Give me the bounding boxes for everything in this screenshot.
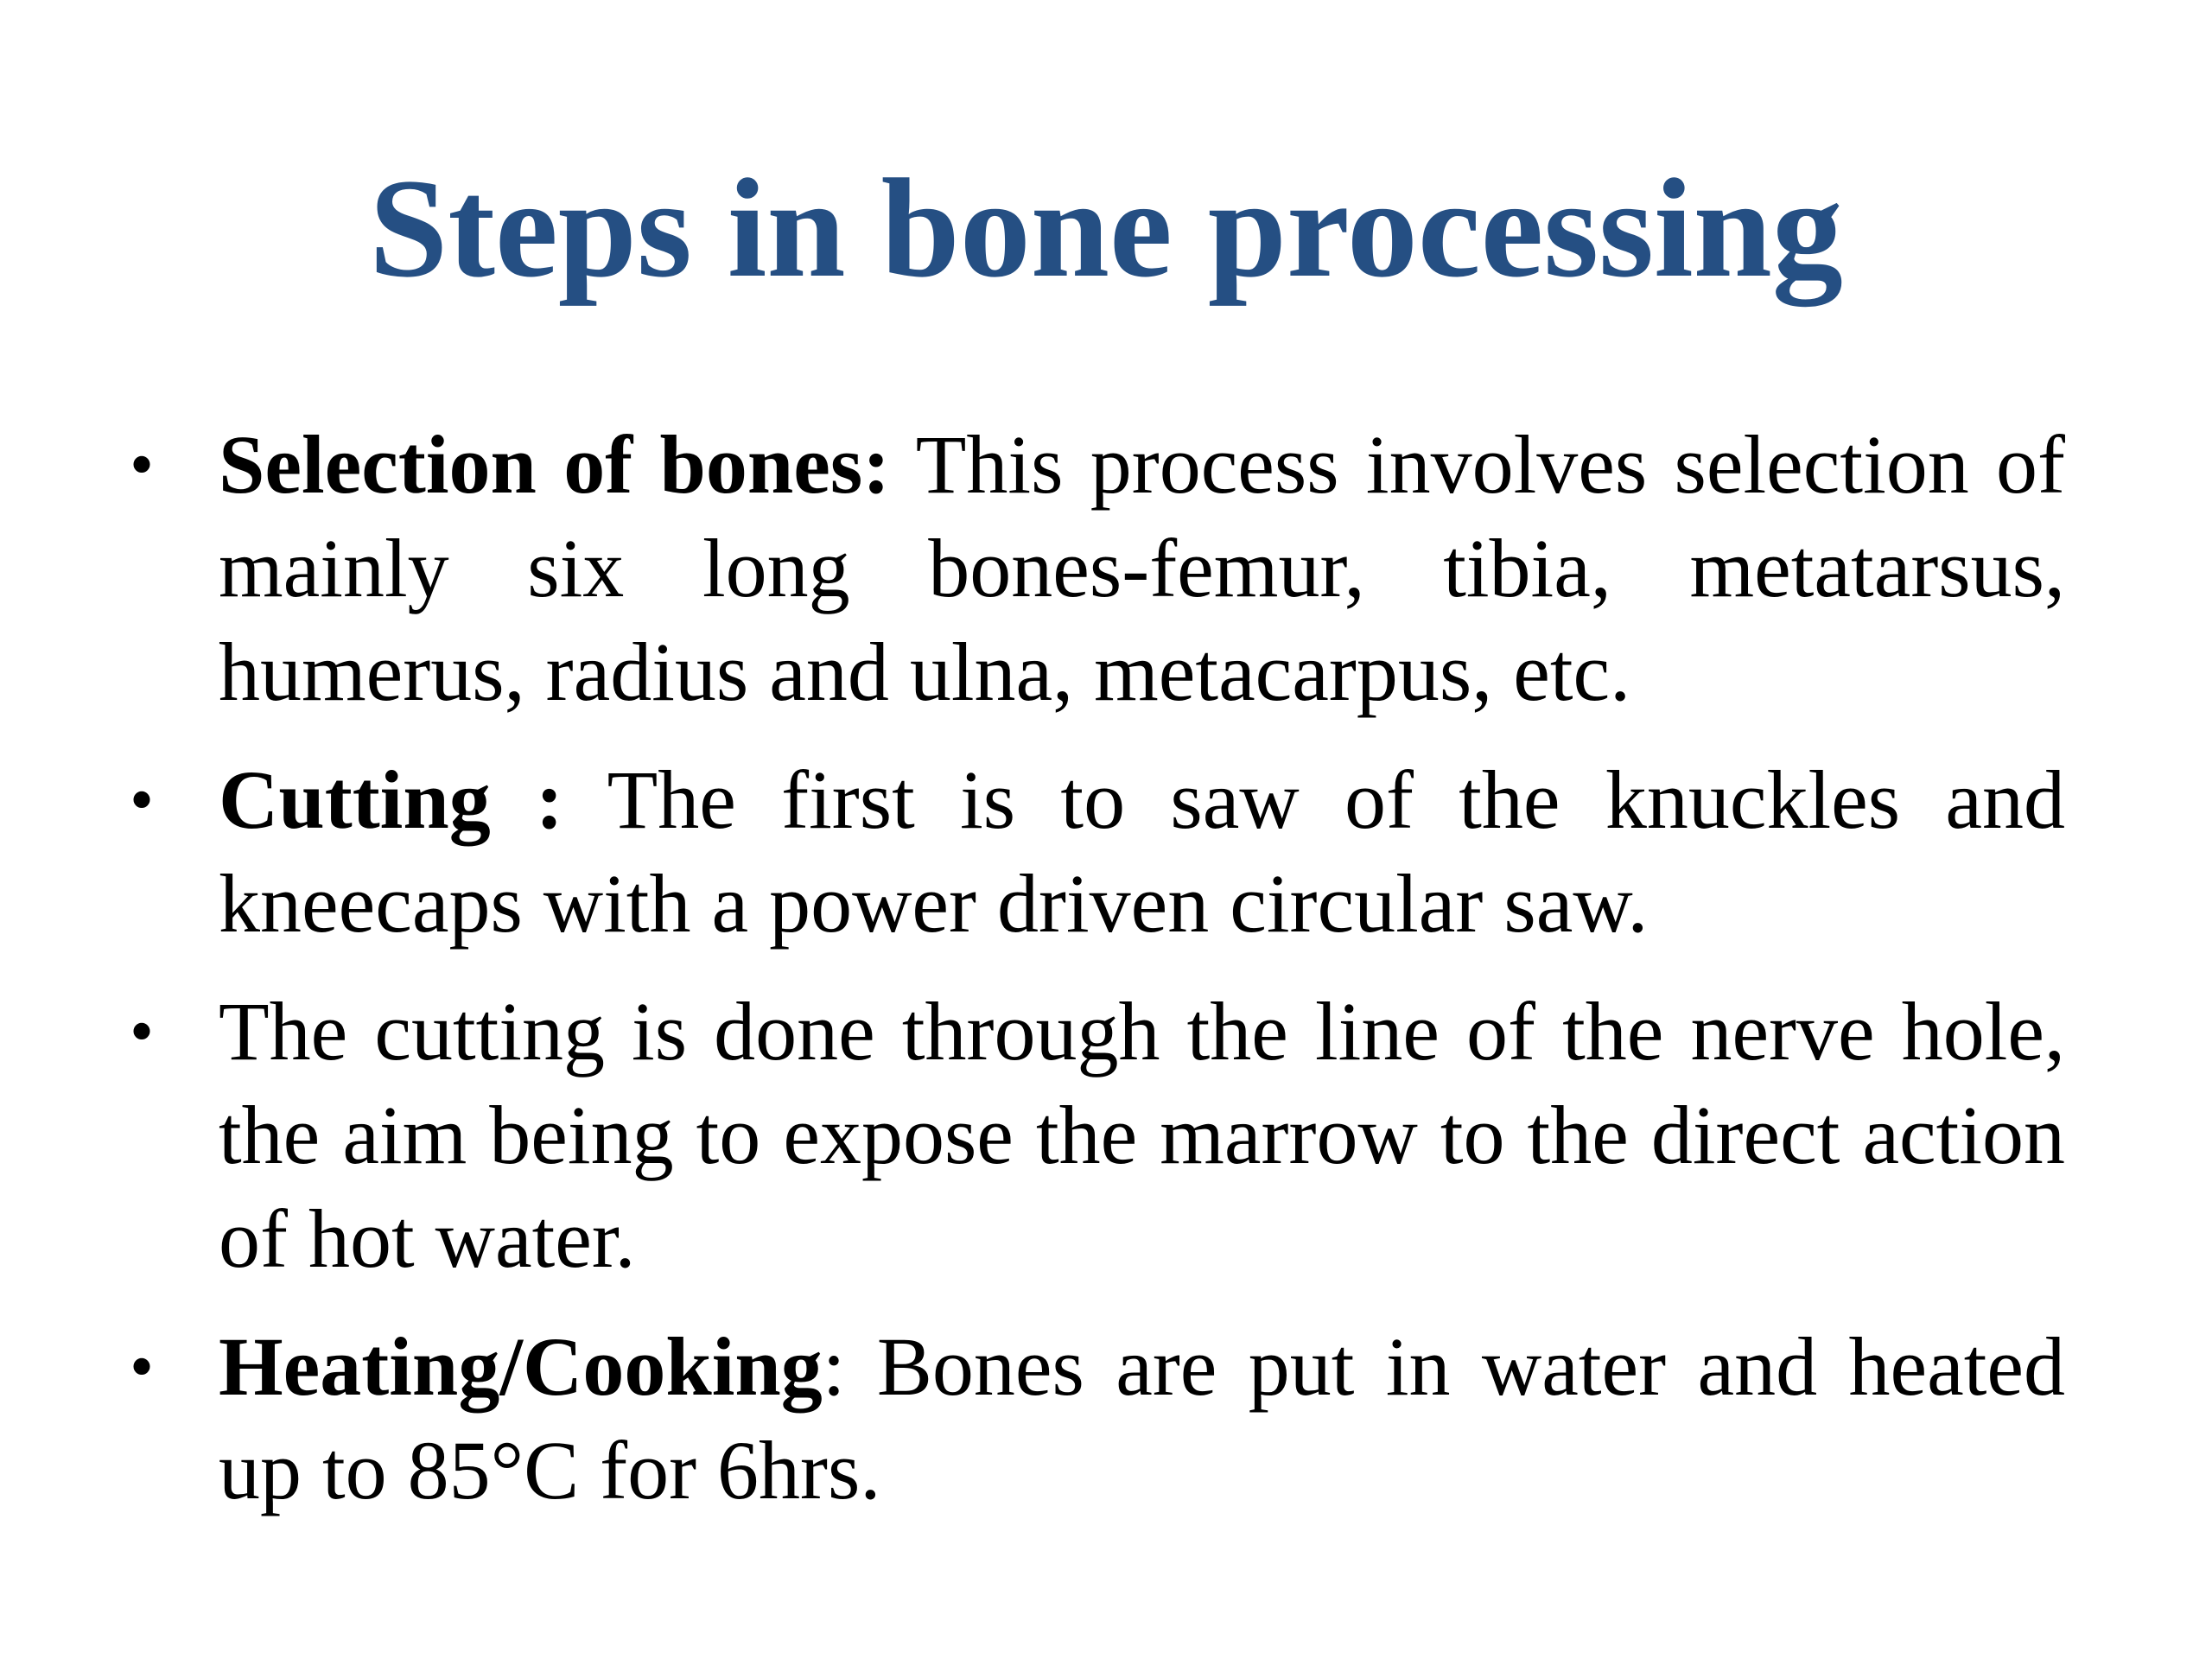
bullet-text: The first is to saw of the knuckles and kneecaps with a power driven circular saw. <box>219 753 2066 950</box>
bullet-term: Selection of bones: <box>219 418 891 511</box>
bullet-text: This process involves selection of mainly six long bones-femur, tibia, metatarsus, humerus, radius and ulna, metacarpus, etc. <box>219 418 2066 718</box>
bullet-term: Cutting : <box>219 753 563 846</box>
bullet-item-heating <box>130 1315 2065 1522</box>
bullet-term: Heating/Cooking <box>219 1320 823 1413</box>
bullet-item-selection <box>130 413 2065 724</box>
bullet-text: The cutting is done through the line of the nerve hole, the aim being to expose the marrow to the direct action of hot water. <box>219 985 2065 1285</box>
bullet-item-cutting <box>130 748 2065 956</box>
bullet-icon: • <box>130 994 155 1070</box>
bullet-text: : Bones are put in water and heated up to 85°C for 6hrs. <box>219 1320 2065 1516</box>
slide-title: Steps in bone processing <box>369 150 1843 307</box>
bullet-icon: • <box>130 427 155 503</box>
bullet-icon: • <box>130 762 155 838</box>
bullet-item-cutting-detail <box>130 980 2065 1291</box>
bullet-list <box>130 413 2065 1547</box>
bullet-icon: • <box>130 1329 155 1405</box>
